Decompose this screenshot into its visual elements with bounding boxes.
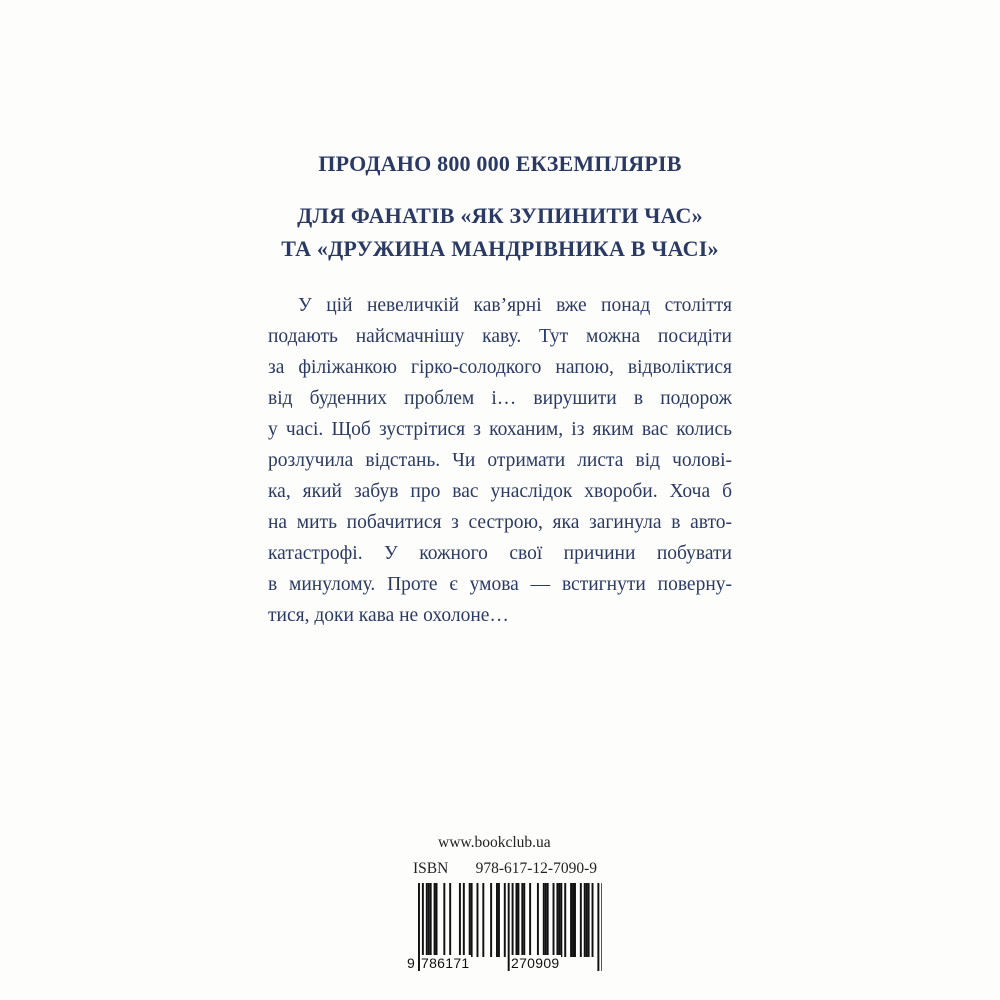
barcode-bar — [543, 883, 545, 957]
blurb-paragraph — [268, 290, 732, 631]
barcode-bar — [564, 883, 566, 957]
blurb-line: ка, який забув про вас унаслідок хвороби. Хоча б — [268, 481, 732, 502]
barcode-bar — [496, 883, 498, 957]
barcode-bar — [547, 883, 549, 957]
barcode-bar — [449, 883, 451, 957]
barcode-bar — [570, 883, 572, 957]
barcode-bar — [545, 883, 547, 957]
blurb-line: катастрофі. У кожного свої причини побувати — [268, 543, 732, 564]
barcode-bar — [556, 883, 558, 957]
barcode-bar — [490, 883, 492, 957]
blurb-line: на мить побачитися з сестрою, яка загинула в авто- — [268, 512, 732, 533]
barcode-bar — [592, 883, 594, 957]
barcode-bar — [572, 883, 574, 957]
blurb-line: У цій невеличкій кав’ярні вже понад століття — [298, 295, 732, 316]
barcode-bar — [584, 883, 586, 957]
barcode-bar — [436, 883, 438, 957]
blurb-line: тися, доки кава не охолоне… — [268, 605, 509, 626]
barcode-bar — [558, 883, 560, 957]
barcode-bar — [517, 883, 519, 957]
blurb-line: за філіжанкою гірко-солодкого напою, відволіктися — [268, 357, 732, 378]
barcode-bar — [560, 883, 562, 957]
barcode-bar — [426, 883, 428, 957]
barcode-bar — [434, 883, 436, 957]
barcode-bar — [471, 883, 473, 957]
blurb-line: подають найсмачнішу каву. Тут можна посидіти — [268, 326, 732, 347]
barcode-bar — [553, 883, 555, 957]
barcode-bar — [537, 883, 539, 957]
publisher-website: www.bookclub.ua — [438, 834, 551, 851]
barcode-bar — [586, 883, 588, 957]
barcode-bar — [529, 883, 531, 957]
barcode-bar — [523, 883, 525, 957]
fans-headline-line-1: ДЛЯ ФАНАТІВ «ЯК ЗУПИНИТИ ЧАС» — [297, 203, 703, 228]
barcode-digits — [406, 955, 602, 973]
isbn-number: ISBN 978-617-12-7090-9 — [413, 860, 597, 877]
blurb-line: від буденних проблем і… вирушити в подорож — [268, 388, 732, 409]
blurb-line: у часі. Щоб зустрітися з коханим, із яким вас колись — [268, 419, 732, 440]
barcode-bar — [504, 883, 506, 957]
barcode-bar — [498, 883, 500, 957]
copies-sold-headline: ПРОДАНО 800 000 ЕКЗЕМПЛЯРІВ — [318, 151, 682, 176]
blurb-line: розлучила відстань. Чи отримати листа від чолові- — [268, 450, 732, 471]
barcode-bar — [580, 883, 582, 957]
barcode-bar — [443, 883, 445, 957]
barcode-bar — [459, 883, 461, 957]
barcode-bar — [477, 883, 479, 957]
barcode-bar — [469, 883, 471, 957]
barcode-bar — [521, 883, 523, 957]
fans-headline-line-2: ТА «ДРУЖИНА МАНДРІВНИКА В ЧАСІ» — [281, 236, 719, 261]
barcode-bar — [482, 883, 484, 957]
barcode-bar — [516, 883, 518, 957]
barcode-bar — [428, 883, 430, 957]
blurb-line: в минулому. Проте є умова — встигнути поверну- — [268, 574, 732, 595]
barcode-digits-right: 270909 — [511, 955, 560, 971]
barcode-digits-left: 786171 — [421, 955, 470, 971]
barcode-bar — [463, 883, 465, 957]
barcode-bar — [574, 883, 576, 957]
barcode-digit-first: 9 — [407, 955, 416, 971]
barcode-bar — [588, 883, 590, 957]
barcode-bar — [430, 883, 432, 957]
